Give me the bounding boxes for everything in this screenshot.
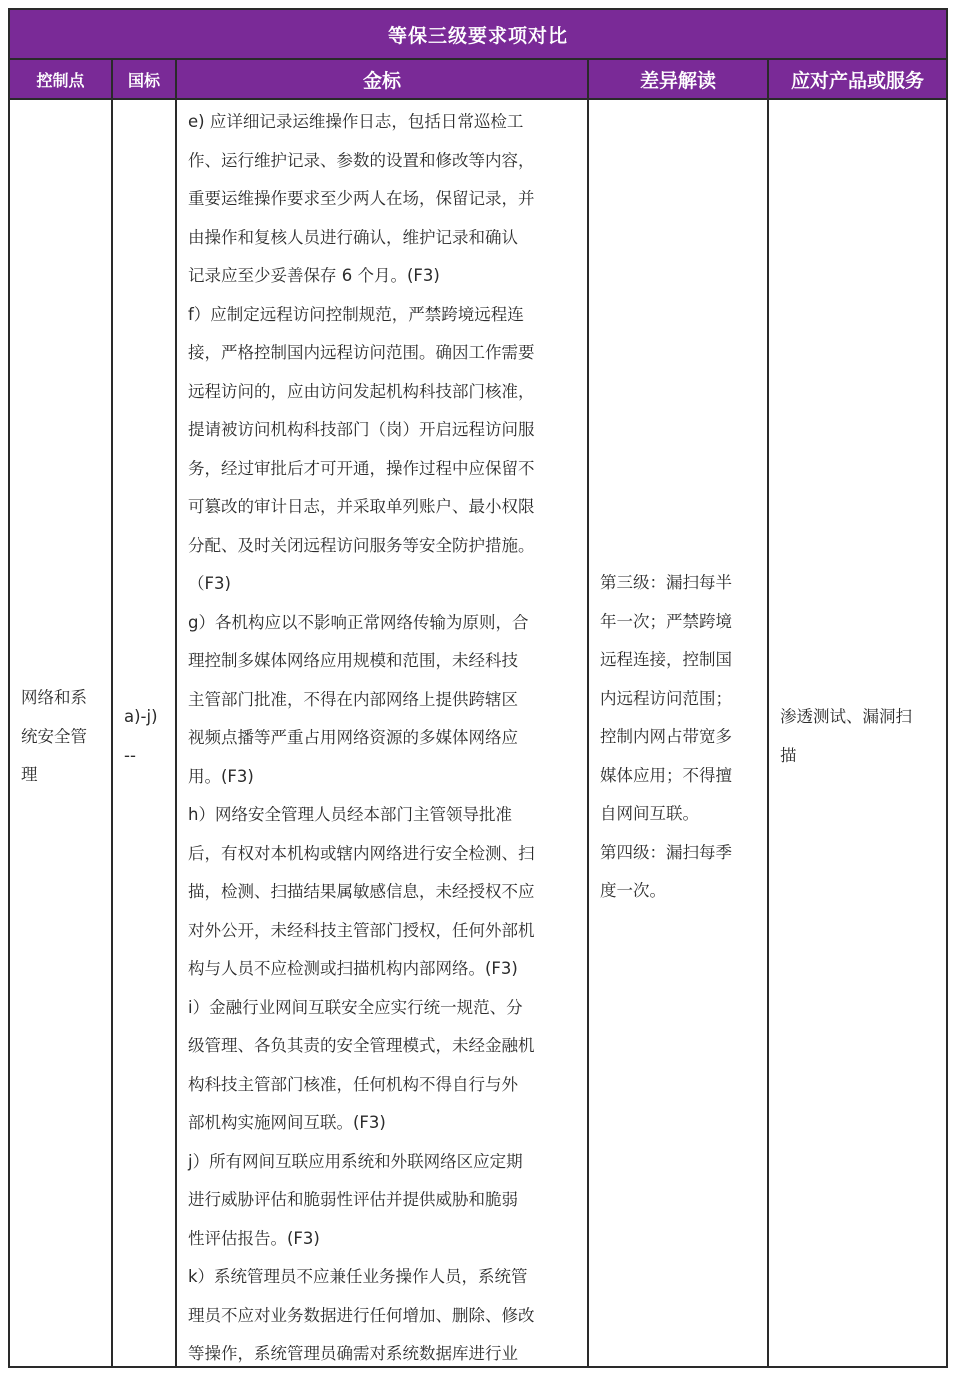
cell-national-standard xyxy=(113,100,175,1366)
cell-difference xyxy=(589,100,767,1366)
header-national-standard: 国标 xyxy=(127,70,160,90)
comparison-table xyxy=(8,8,948,1368)
cell-financial-standard xyxy=(177,100,587,1366)
column-divider xyxy=(767,60,769,1366)
financial-standard-text: e) 应详细记录运维操作日志，包括日常巡检工 作、运行维护记录、参数的设置和修改等内容， 重要运维操作要求至少两人在场，保留记录，并 由操作和复核人员进行确认，维护记录和确认 记录应至少妥善保存 6 个月。(F3) f）应制定远程访问控制规范，严禁跨境远程连 接，严格控制国内远程访问范围。确因工作需要 远程访问的，应由访问发起机构科技部门核准， 提请被访问机构科技部门（岗）开启远程访问服 务，经过审批后才可开通，操作过程中应保留不 可篡改的审计日志，并采取单列账户、最小权限 分配、及时关闭远程访问服务等安全防护措施。 （F3) g）各机构应以不影响正常网络传输为原则，合 理控制多媒体网络应用规模和范围，未经科技 主管部门批准，不得在内部网络上提供跨辖区 视频点播等严重占用网络资源的多媒体网络应 用。(F3) h）网络安全管理人员经本部门主管领导批准 后，有权对本机构或辖内网络进行安全检测、扫 描，检测、扫描结果属敏感信息，未经授权不应 对外公开，未经科技主管部门授权，任何外部机 构与人员不应检测或扫描机构内部网络。(F3) i）金融行业网间互联安全应实行统一规范、分 级管理、各负其责的安全管理模式，未经金融机 构科技主管部门核准，任何机构不得自行与外 部机构实施网间互联。(F3) j）所有网间互联应用系统和外联网络区应定期 进行威胁评估和脆弱性评估并提供威胁和脆弱 性评估报告。(F3) k）系统管理员不应兼任业务操作人员，系统管 理员不应对业务数据进行任何增加、删除、修改 等操作，系统管理员确需对系统数据库进行业 xyxy=(188,112,535,1363)
table-title: 等保三级要求项对比 xyxy=(10,10,946,60)
header-control-point: 控制点 xyxy=(36,70,85,90)
header-row xyxy=(10,60,946,100)
product-service-text: 渗透测试、漏洞扫 描 xyxy=(780,707,912,765)
national-standard-text: a)-j) -- xyxy=(124,707,158,765)
difference-text: 第三级：漏扫每半 年一次；严禁跨境 远程连接，控制国 内远程访问范围； 控制内网占带宽多 媒体应用；不得擅 自网间互联。 第四级：漏扫每季 度一次。 xyxy=(600,573,732,900)
cell-control-point xyxy=(10,100,111,1366)
column-divider xyxy=(587,60,589,1366)
cell-product-service xyxy=(769,100,946,1366)
table-row xyxy=(10,100,946,1366)
header-financial-standard: 金标 xyxy=(362,69,401,92)
header-difference: 差异解读 xyxy=(639,69,716,92)
column-divider xyxy=(111,60,113,1366)
control-point-text: 网络和系 统安全管 理 xyxy=(21,688,87,784)
header-product-service: 应对产品或服务 xyxy=(790,69,924,92)
column-divider xyxy=(175,60,177,1366)
